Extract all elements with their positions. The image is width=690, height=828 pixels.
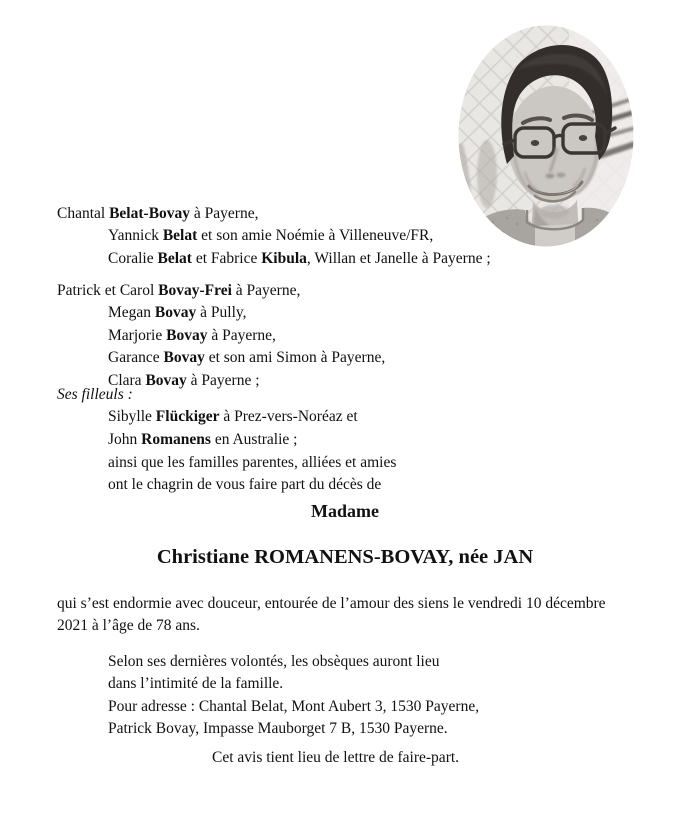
- text-segment: 2021 à l’âge de 78 ans.: [57, 617, 200, 635]
- text-line: [57, 406, 358, 428]
- family-name: Bovay: [154, 304, 197, 322]
- heading-madame: Madame: [311, 501, 379, 521]
- death-paragraph-block: [57, 593, 606, 638]
- text-segment: Patrick et Carol: [57, 282, 159, 299]
- text-segment: et Fabrice: [191, 249, 262, 267]
- text-segment: Marjorie: [108, 326, 167, 344]
- family-block-belat: [57, 203, 491, 270]
- family-name: Romanens: [141, 430, 211, 448]
- text-segment: à Payerne,: [207, 326, 276, 344]
- text-segment: en Australie ;: [210, 430, 298, 448]
- text-segment: Clara: [108, 371, 146, 389]
- family-name: Belat: [157, 249, 192, 267]
- text-line: [57, 452, 396, 474]
- text-line: [57, 248, 491, 270]
- text-segment: et son amie Noémie à Villeneuve/FR,: [197, 227, 434, 245]
- text-segment: Megan: [108, 304, 155, 322]
- text-line: [57, 429, 358, 451]
- text-segment: , Willan et Janelle à Payerne ;: [306, 249, 491, 267]
- text-line: [57, 673, 479, 695]
- text-segment: Garance: [108, 349, 164, 367]
- text-line: [57, 718, 479, 740]
- family-block-bovay: [57, 280, 385, 392]
- text-line: [57, 696, 479, 718]
- heading-deceased-name: Christiane ROMANENS-BOVAY, née JAN: [156, 546, 534, 568]
- funeral-details-block: [57, 651, 479, 741]
- text-segment: ainsi que les familles parentes, alliées et amies: [108, 454, 397, 471]
- text-segment: à Prez-vers-Noréaz et: [219, 408, 358, 426]
- family-name: Bovay: [163, 349, 205, 367]
- text-segment: dans l’intimité de la famille.: [108, 675, 284, 693]
- text-line: [57, 302, 385, 324]
- family-name: Flückiger: [155, 408, 220, 426]
- text-line: [57, 325, 385, 347]
- text-segment: Selon ses dernières volontés, les obsèques auront lieu: [108, 653, 440, 670]
- text-segment: et son ami Simon à Payerne,: [204, 349, 386, 367]
- text-segment: Coralie: [108, 249, 158, 267]
- family-name: Bovay: [145, 371, 187, 389]
- text-line: [57, 651, 479, 673]
- text-segment: ont le chagrin de vous faire part du décès de: [108, 476, 382, 494]
- text-segment: Sibylle: [108, 408, 156, 426]
- text-segment: John: [108, 430, 142, 448]
- text-segment: à Payerne ;: [186, 371, 260, 389]
- family-name: Belat: [162, 227, 198, 245]
- text-segment: qui s’est endormie avec douceur, entourée de l’amour des siens le vendredi 10 décembre: [57, 595, 606, 612]
- text-line: [57, 203, 491, 225]
- text-line: [57, 225, 491, 247]
- footer-notice: Cet avis tient lieu de lettre de faire-part.: [212, 749, 460, 766]
- text-segment: Ses filleuls :: [57, 386, 133, 403]
- family-name: Bovay-Frei: [158, 282, 232, 299]
- family-name: Bovay: [166, 326, 208, 344]
- text-segment: Pour adresse : Chantal Belat, Mont Aubert 3, 1530 Payerne,: [108, 697, 480, 715]
- text-segment: Yannick: [108, 227, 163, 245]
- text-line: [57, 615, 606, 637]
- text-line: [57, 384, 358, 406]
- godchildren-block: [57, 384, 358, 451]
- text-segment: à Payerne,: [190, 205, 259, 222]
- text-segment: à Payerne,: [231, 282, 301, 299]
- family-name: Belat-Bovay: [109, 205, 191, 222]
- text-segment: à Pully,: [196, 304, 247, 322]
- text-segment: Patrick Bovay, Impasse Mauborget 7 B, 1530 Payerne.: [108, 720, 448, 738]
- text-line: [57, 593, 606, 615]
- text-line: [57, 347, 385, 369]
- intro-block: [57, 452, 396, 497]
- text-line: [57, 280, 385, 302]
- text-line: [57, 474, 396, 496]
- family-name: Kibula: [261, 249, 307, 267]
- text-segment: Chantal: [57, 205, 110, 222]
